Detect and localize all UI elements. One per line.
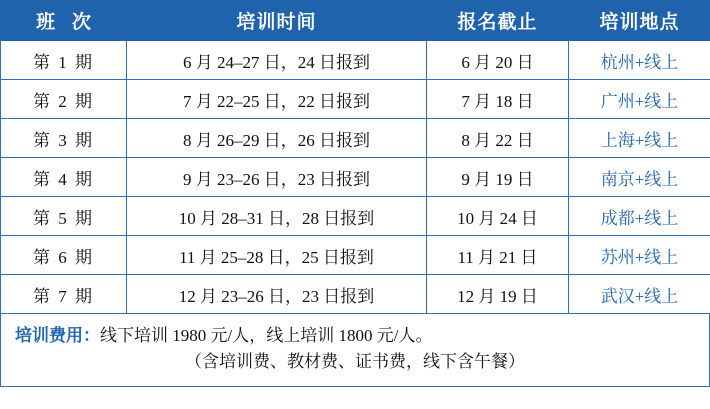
cell-registration-deadline: 12 月 19 日: [427, 275, 569, 314]
cell-class: 第 4 期: [1, 158, 127, 197]
table-row: [1, 80, 710, 119]
cell-training-time: 12 月 23–26 日，23 日报到: [127, 275, 427, 314]
cell-registration-deadline: 10 月 24 日: [427, 197, 569, 236]
cell-registration-deadline: 6 月 20 日: [427, 41, 569, 80]
cell-training-location: 上海+线上: [569, 119, 710, 158]
cell-registration-deadline: 8 月 22 日: [427, 119, 569, 158]
cell-training-location: 杭州+线上: [569, 41, 710, 80]
cell-training-time: 8 月 26–29 日，26 日报到: [127, 119, 427, 158]
table-row: [1, 236, 710, 275]
table-row: [1, 41, 710, 80]
fee-note: [0, 314, 710, 387]
column-header-class: 班 次: [1, 1, 127, 41]
cell-class: 第 1 期: [1, 41, 127, 80]
cell-registration-deadline: 9 月 19 日: [427, 158, 569, 197]
column-header-training-time: 培训时间: [127, 1, 427, 41]
table-header: [1, 1, 710, 41]
cell-training-location: 南京+线上: [569, 158, 710, 197]
cell-class: 第 7 期: [1, 275, 127, 314]
cell-training-location: 武汉+线上: [569, 275, 710, 314]
fee-note-line-2: （含培训费、教材费、证书费，线下含午餐）: [185, 352, 525, 372]
table-row: [1, 158, 710, 197]
column-header-registration-deadline: 报名截止: [427, 1, 569, 41]
cell-training-time: 6 月 24–27 日，24 日报到: [127, 41, 427, 80]
cell-registration-deadline: 7 月 18 日: [427, 80, 569, 119]
cell-class: 第 2 期: [1, 80, 127, 119]
cell-training-time: 7 月 22–25 日，22 日报到: [127, 80, 427, 119]
cell-training-location: 苏州+线上: [569, 236, 710, 275]
cell-training-time: 11 月 25–28 日，25 日报到: [127, 236, 427, 275]
fee-amount-text: 线下培训 1980 元/人，线上培训 1800 元/人。: [100, 326, 433, 345]
fee-label: 培训费用：: [15, 326, 100, 345]
cell-training-location: 广州+线上: [569, 80, 710, 119]
cell-training-time: 9 月 23–26 日，23 日报到: [127, 158, 427, 197]
cell-training-location: 成都+线上: [569, 197, 710, 236]
table-row: [1, 197, 710, 236]
fee-note-line-1: [15, 323, 695, 349]
cell-registration-deadline: 11 月 21 日: [427, 236, 569, 275]
table-body: [1, 41, 710, 314]
table-row: [1, 119, 710, 158]
table-row: [1, 275, 710, 314]
header-row: [1, 1, 710, 41]
cell-class: 第 5 期: [1, 197, 127, 236]
cell-training-time: 10 月 28–31 日，28 日报到: [127, 197, 427, 236]
column-header-training-location: 培训地点: [569, 1, 710, 41]
cell-class: 第 6 期: [1, 236, 127, 275]
cell-class: 第 3 期: [1, 119, 127, 158]
